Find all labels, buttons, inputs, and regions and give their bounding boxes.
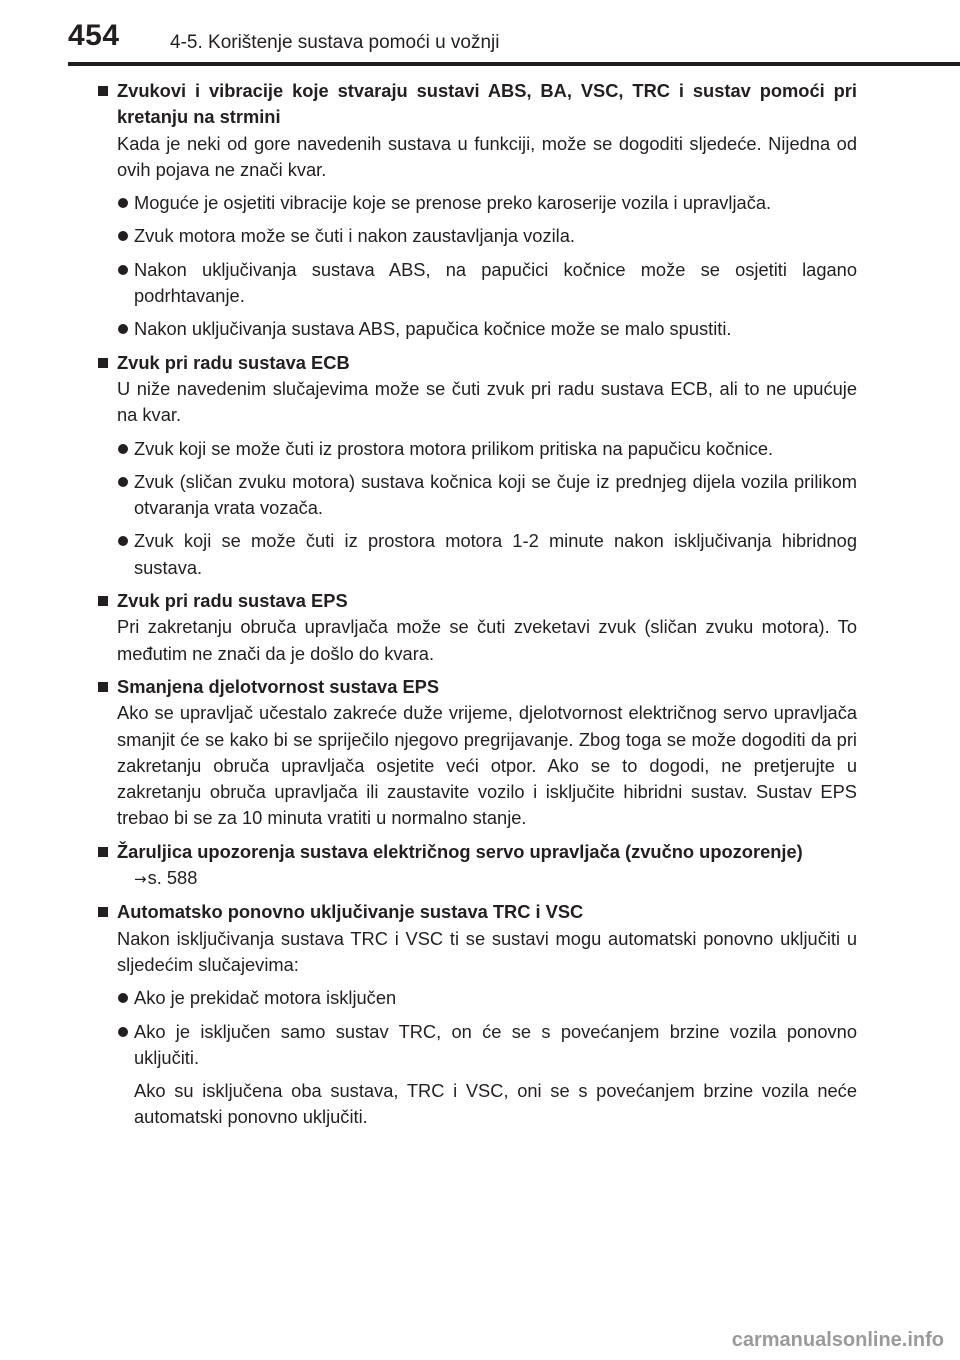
section-heading xyxy=(97,588,857,614)
round-bullet-icon xyxy=(118,198,128,208)
list-item-note: Ako su isključena oba sustava, TRC i VSC, oni se s povećanjem brzine vozila neće automatski ponovno uključiti. xyxy=(134,1080,857,1128)
list-item xyxy=(97,528,857,581)
list-item xyxy=(97,223,857,249)
round-bullet-icon xyxy=(118,1027,128,1037)
header-rule xyxy=(68,62,960,66)
page-number: 454 xyxy=(68,19,120,52)
section-trc-vsc-auto-on xyxy=(97,899,857,1130)
list-item xyxy=(97,436,857,462)
section-intro: U niže navedenim slučajevima može se čuti zvuk pri radu sustava ECB, ali to ne upućuje na kvar. xyxy=(117,377,857,426)
section-heading xyxy=(97,674,857,700)
list-item xyxy=(97,985,857,1011)
square-bullet-icon xyxy=(98,358,108,368)
list-item-text: Ako je prekidač motora isključen xyxy=(134,987,397,1009)
section-intro: Ako se upravljač učestalo zakreće duže vrijeme, djelotvornost električnog servo upravljača smanjit će se kako bi se spriječilo njegovo pregrijavanje. Zbog toga se može dogoditi da pri zakretanju obruča upravljača osjetite veći otpor. Ako se to dogodi, ne pretjerujte u zakretanju obruča upravljača ili zaustavite vozilo i isključite hibridni sustav. Sustav EPS trebao bi se za 10 minuta vratiti u normalno stanje. xyxy=(117,702,857,829)
heading-text: Zvuk pri radu sustava ECB xyxy=(117,351,350,373)
list-item-text: Zvuk koji se može čuti iz prostora motora 1-2 minute nakon isključivanja hibridnog sustava. xyxy=(134,530,857,578)
heading-text: Zvuk pri radu sustava EPS xyxy=(117,590,348,612)
page-reference-text: s. 588 xyxy=(147,867,198,889)
section-heading xyxy=(97,839,857,865)
section-intro: Pri zakretanju obruča upravljača može se čuti zveketavi zvuk (sličan zvuku motora). To međutim ne znači da je došlo do kvara. xyxy=(117,616,857,664)
square-bullet-icon xyxy=(98,596,108,606)
arrow-right-icon: → xyxy=(134,870,147,889)
round-bullet-icon xyxy=(118,324,128,334)
list-item xyxy=(97,316,857,342)
list-item-text: Nakon uključivanja sustava ABS, papučica kočnice može se malo spustiti. xyxy=(134,318,732,340)
heading-text: Zvukovi i vibracije koje stvaraju sustavi ABS, BA, VSC, TRC i sustav pomoći pri kretanju na strmini xyxy=(117,80,857,128)
round-bullet-icon xyxy=(118,231,128,241)
page-header xyxy=(0,0,960,66)
section-intro: Kada je neki od gore navedenih sustava u funkciji, može se dogoditi sljedeće. Nijedna od ovih pojava ne znači kvar. xyxy=(117,132,857,180)
section-heading xyxy=(97,899,857,925)
list-item xyxy=(97,190,857,216)
section-heading xyxy=(97,350,857,376)
page-content xyxy=(97,78,857,1138)
list-item xyxy=(97,469,857,522)
round-bullet-icon xyxy=(118,536,128,546)
list-item-text: Zvuk (sličan zvuku motora) sustava kočnica koji se čuje iz prednjeg dijela vozila prilikom otvaranja vrata vozača. xyxy=(134,470,857,519)
section-title: 4-5. Korištenje sustava pomoći u vožnji xyxy=(170,32,500,53)
round-bullet-icon xyxy=(118,477,128,487)
list-item-text: Moguće je osjetiti vibracije koje se prenose preko karoserije vozila i upravljača. xyxy=(134,192,772,214)
list-item-text: Zvuk motora može se čuti i nakon zaustavljanja vozila. xyxy=(134,225,575,247)
list-item xyxy=(97,257,857,310)
heading-text: Žaruljica upozorenja sustava električnog servo upravljača (zvučno upozorenje) xyxy=(117,840,803,862)
list-item xyxy=(97,1019,857,1072)
heading-text: Automatsko ponovno uključivanje sustava TRC i VSC xyxy=(117,901,584,923)
section-eps-sound xyxy=(97,588,857,667)
list-item-text: Nakon uključivanja sustava ABS, na papučici kočnice može se osjetiti lagano podrhtavanje. xyxy=(134,258,857,307)
round-bullet-icon xyxy=(118,993,128,1003)
square-bullet-icon xyxy=(98,847,108,857)
square-bullet-icon xyxy=(98,86,108,96)
section-intro: Nakon isključivanja sustava TRC i VSC ti se sustavi mogu automatski ponovno uključiti u sljedećim slučajevima: xyxy=(117,927,857,975)
square-bullet-icon xyxy=(98,907,108,917)
round-bullet-icon xyxy=(118,265,128,275)
section-heading xyxy=(97,78,857,131)
heading-text: Smanjena djelotvornost sustava EPS xyxy=(117,675,440,697)
round-bullet-icon xyxy=(118,444,128,454)
square-bullet-icon xyxy=(98,682,108,692)
watermark: carmanualsonline.info xyxy=(731,1329,944,1351)
list-item-text: Ako je isključen samo sustav TRC, on će se s povećanjem brzine vozila ponovno uključiti. xyxy=(134,1020,857,1068)
section-eps-warning-light xyxy=(97,839,857,893)
list-item-text: Zvuk koji se može čuti iz prostora motora prilikom pritiska na papučicu kočnice. xyxy=(134,437,774,459)
section-ecb-sound xyxy=(97,350,857,581)
page-reference[interactable] xyxy=(97,865,857,892)
section-eps-reduced xyxy=(97,674,857,832)
section-abs-vibrations xyxy=(97,78,857,343)
